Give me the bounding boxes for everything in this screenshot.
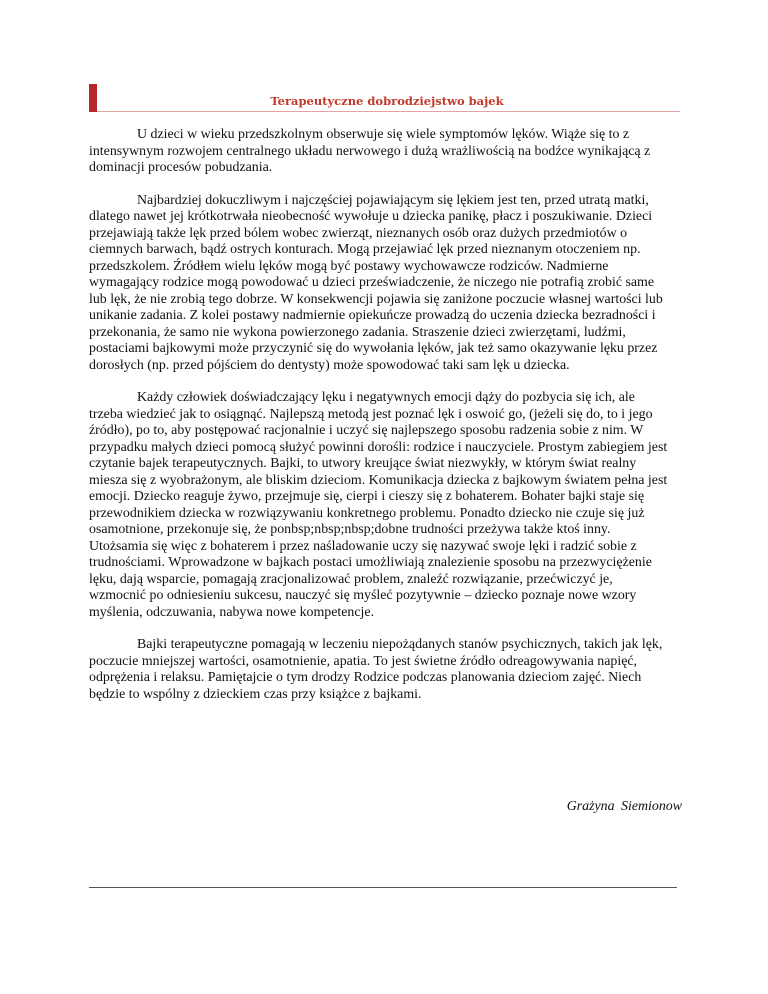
author-signature: Grażyna Siemionow (566, 799, 682, 814)
title-accent-bar (89, 84, 97, 112)
footer-divider (89, 887, 677, 888)
page-title: Terapeutyczne dobrodziejstwo bajek (270, 94, 504, 108)
paragraph-3: Każdy człowiek doświadczający lęku i negatywnych emocji dąży do pozbycia się ich, ale trzeba wiedzieć jak to osiągnąć. Najlepszą metodą jest poznać lęk i oswoić go, (jeżeli się do, to i jego źródło), po to, aby postępować racjonalnie i uczyć się najlepszego sposobu radzenia sobie z nim. W przypadku małych dzieci pomocą służyć powinni dorośli: rodzice i nauczyciele. Prostym zabiegiem jest czytanie bajek terapeutycznych. Bajki, to utwory kreujące świat niezwykły, w którym świat realny miesza się z wyobrażonym, ale bliskim dzieciom. Komunikacja dziecka z bajkowym światem pełna jest emocji. Dziecko reaguje żywo, przejmuje się, cierpi i cieszy się z bohaterem. Bohater bajki staje się przewodnikiem dziecka w rozwiązywaniu konkretnego problemu. Ponadto dziecko nie czuje się już osamotnione, przekonuje się, że ponbsp;nbsp;nbsp;dobne trudności przeżywa także ktoś inny. Utożsamia się więc z bohaterem i przez naśladowanie uczy się nazywać swoje lęki i radzić sobie z trudnościami. Wprowadzone w bajkach postaci umożliwiają znalezienie sposobu na przezwyciężenie lęku, dają wsparcie, pomagają zracjonalizować problem, znaleźć rozwiązanie, przećwiczyć je, wzmocnić po odniesieniu sukcesu, nauczyć się myśleć pozytywnie – dziecko poznaje nowe wzory myślenia, odczuwania, nabywa nowe kompetencje. (89, 390, 668, 620)
paragraph-4: Bajki terapeutyczne pomagają w leczeniu niepożądanych stanów psychicznych, takich jak lęk, poczucie mniejszej wartości, osamotnienie, apatia. To jest świetne źródło odreagowywania napięć, odprężenia i relaksu. Pamiętajcie o tym drodzy Rodzice podczas planowania dzieciom zajęć. Niech będzie to wspólny z dzieckiem czas przy książce z bajkami. (89, 637, 663, 702)
paragraph-2: Najbardziej dokuczliwym i najczęściej pojawiającym się lękiem jest ten, przed utratą matki, dlatego nawet jej krótkotrwała nieobecność wywołuje u dziecka panikę, płacz i poszukiwanie. Dzieci przejawiają także lęk przed bólem wobec zwierząt, nieznanych osób oraz dużych przedmiotów o ciemnych barwach, bądź ostrych konturach. Mogą przejawiać lęk przed nieznanym otoczeniem np. przedszkolem. Źródłem wielu lęków mogą być postawy wychowawcze rodziców. Nadmierne wymagający rodzice mogą powodować u dzieci przeświadczenie, że niczego nie potrafią zrobić same lub lęk, że nie zrobią tego dobrze. W konsekwencji pojawia się zaniżone poczucie własnej wartości lub unikanie zadania. Z kolei postawy nadmiernie opiekuńcze prowadzą do uczenia dziecka bezradności i przekonania, że samo nie wykona powierzonego zadania. Straszenie dzieci zwierzętami, ludźmi, postaciami bajkowymi może przyczynić się do wywołania lęków, jak też samo okazywanie lęku przez dorosłych (np. przed pójściem do dentysty) może spowodować taki sam lęk u dziecka. (89, 192, 663, 373)
title-underline (97, 111, 680, 112)
article-body (89, 127, 672, 719)
paragraph-1: U dzieci w wieku przedszkolnym obserwuje się wiele symptomów lęków. Wiąże się to z intensywnym rozwojem centralnego układu nerwowego i dużą wrażliwością na bodźce wynikającą z dominacji procesów pobudzania. (89, 127, 651, 175)
